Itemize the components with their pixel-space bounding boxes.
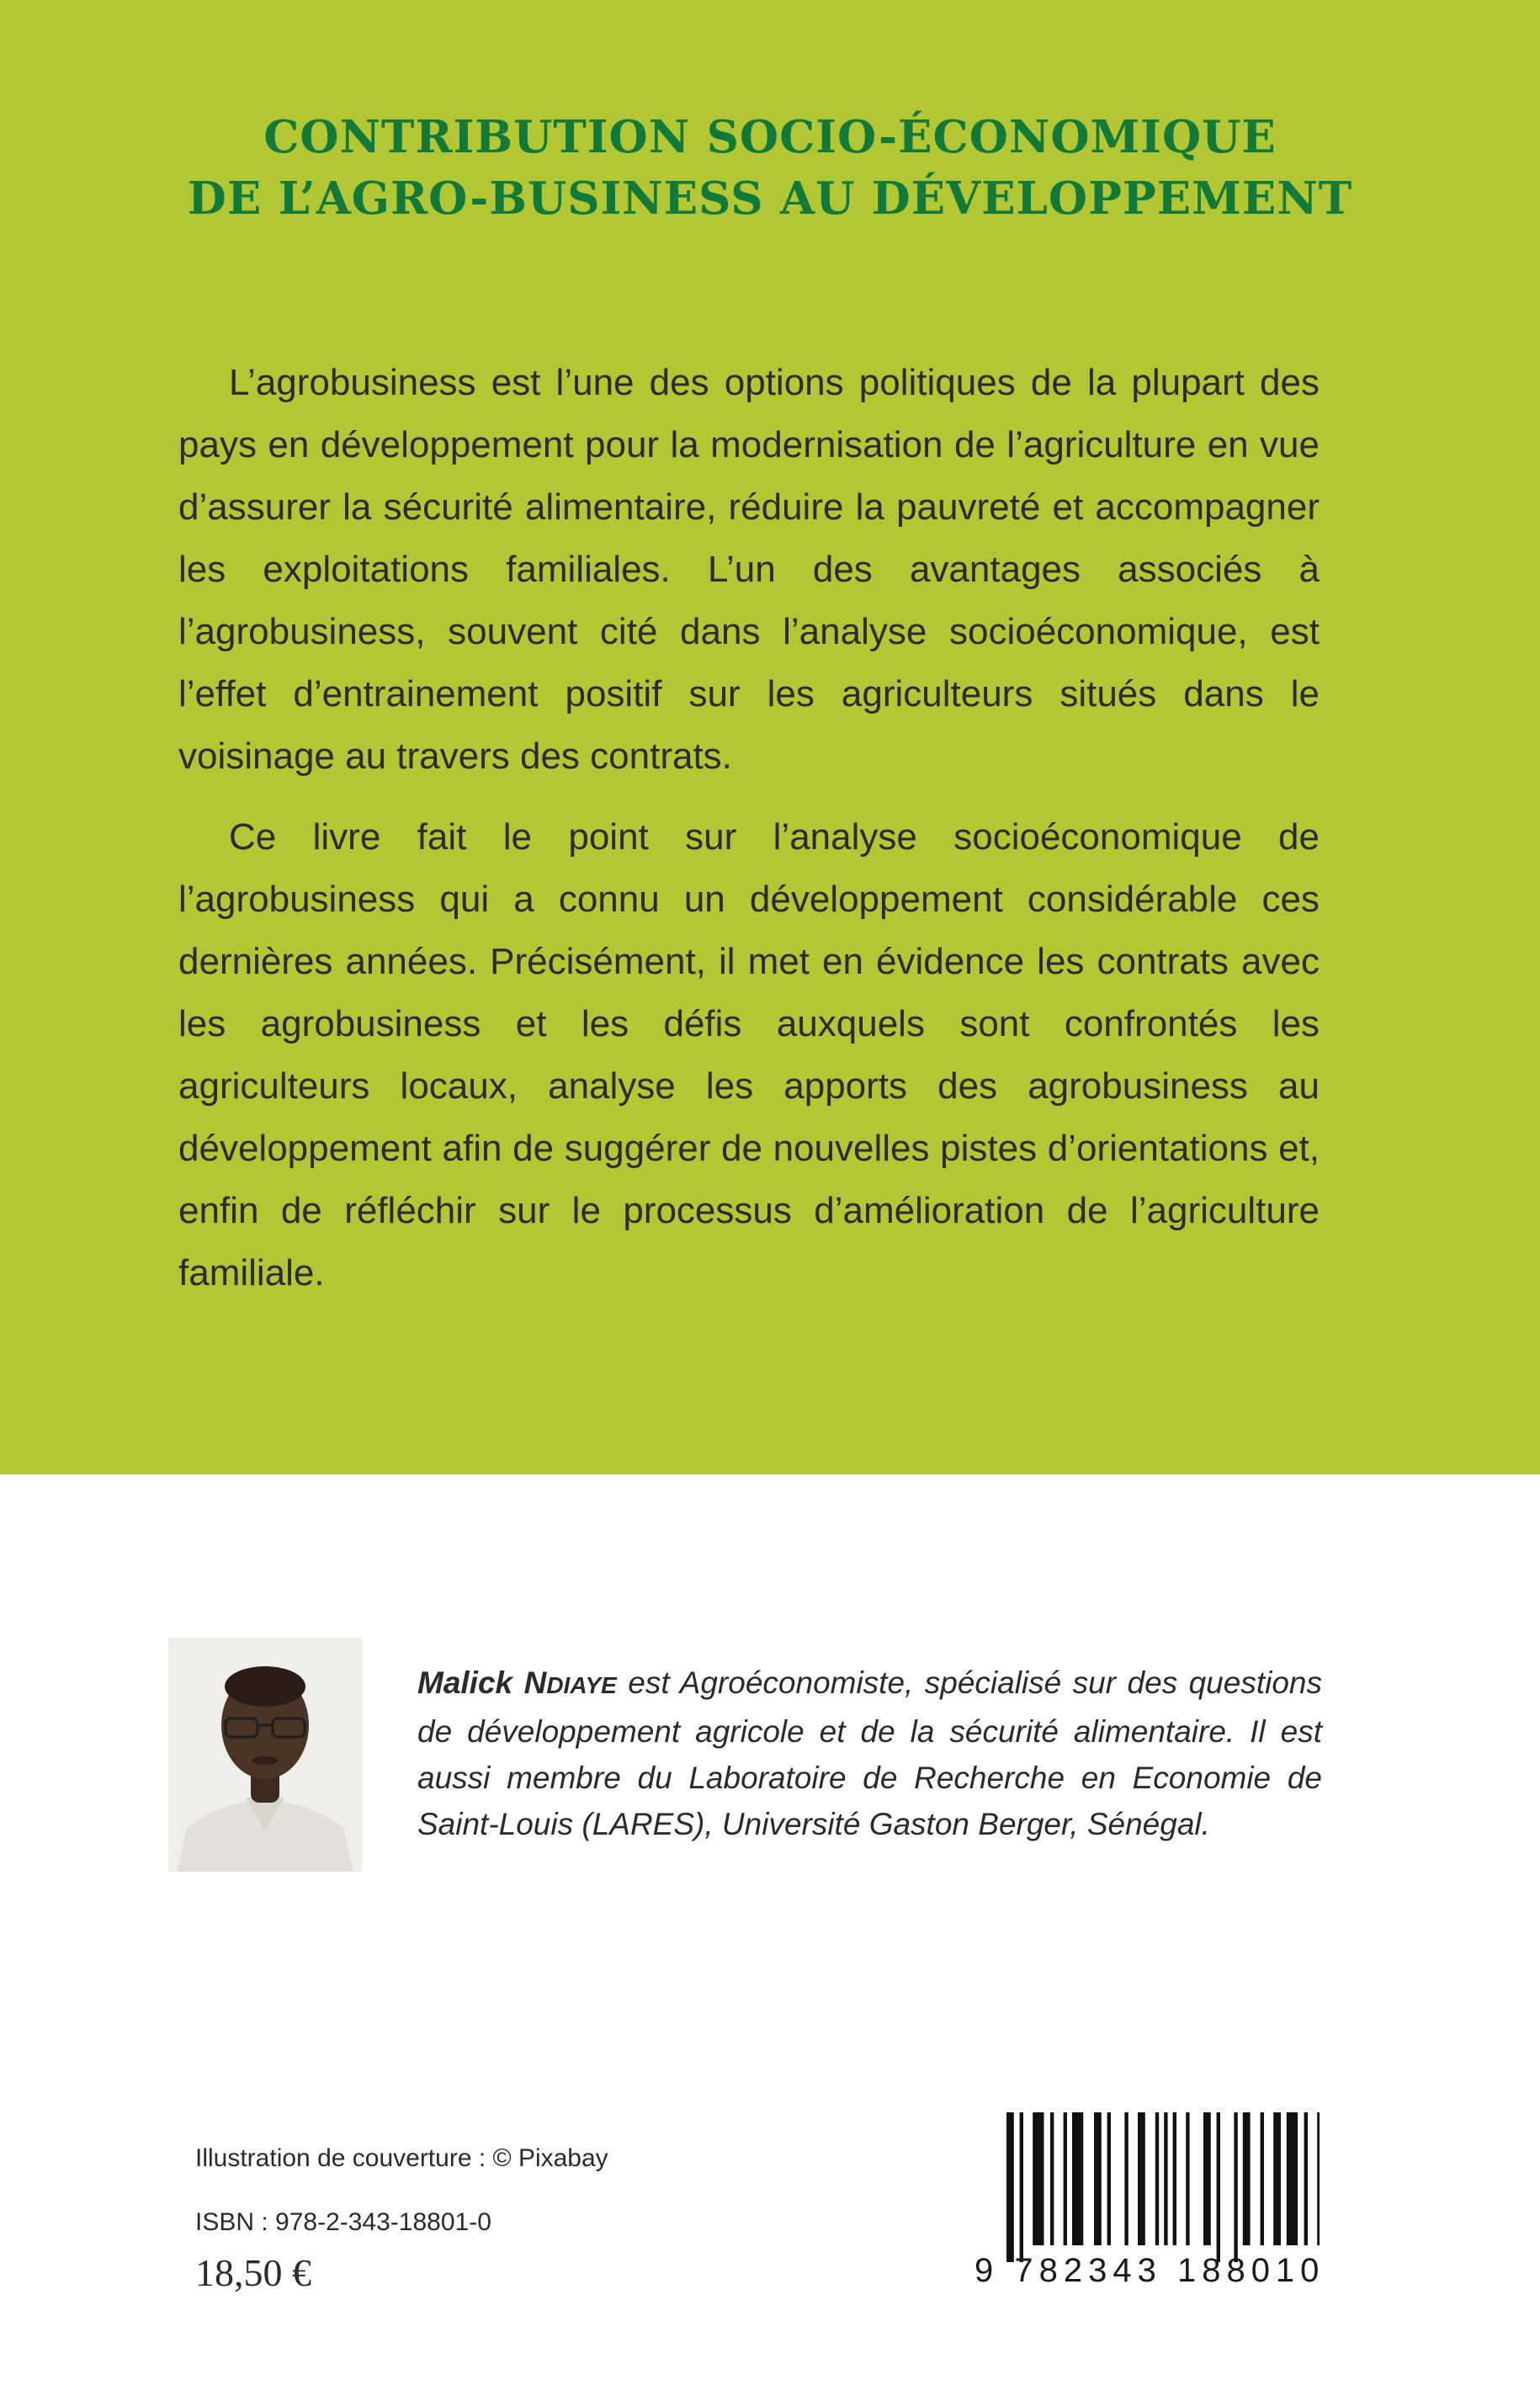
barcode-bar (1186, 2112, 1189, 2245)
barcode-bar (1033, 2112, 1043, 2245)
barcode-bar (1173, 2112, 1176, 2245)
barcode-bar (1124, 2112, 1128, 2245)
author-first-name: Malick (417, 1665, 513, 1700)
barcode-bar (1164, 2112, 1167, 2245)
author-name (417, 1665, 617, 1700)
price-label: 18,50 € (195, 2251, 311, 2294)
barcode-bar (1138, 2112, 1145, 2245)
barcode-bar (1287, 2112, 1298, 2245)
book-title-line-2: DE L’AGRO-BUSINESS AU DÉVELOPPEMENT (187, 173, 1353, 225)
author-bio-paragraph (417, 1660, 1322, 1847)
blurb-paragraph-1: L’agrobusiness est l’une des options politiques de la plupart des pays en développement pour la modernisation de l’agriculture en vue d’assurer la sécurité alimentaire, réduire la pauvreté et accompagner les exploitations familiales. L’un des avantages associés à l’agrobusiness, souvent cité dans l’analyse socioéconomique, est l’effet d’entrainement positif sur les agriculteurs situés dans le voisinage au travers des contrats. (178, 362, 1320, 777)
author-last-name-initial: N (523, 1665, 547, 1700)
barcode-number: 9 782343 188010 (974, 2252, 1325, 2289)
barcode-bar (1317, 2112, 1320, 2245)
blurb-block-2 (178, 806, 1320, 1304)
barcode-bar (1050, 2112, 1054, 2245)
isbn-label: ISBN : 978-2-343-18801-0 (195, 2208, 491, 2236)
illustration-credit: Illustration de couverture : © Pixabay (195, 2144, 608, 2172)
author-bio-text: est Agroéconomiste, spécialisé sur des questions de développement agricole et de la sécurité alimentaire. Il est aussi membre du Laboratoire de Recherche en Economie de Saint-Louis (LARES), Université Gaston Berger, Sénégal. (417, 1665, 1322, 1841)
barcode-bar (1006, 2112, 1014, 2262)
barcode-bar (1064, 2112, 1067, 2245)
barcode-bar (1155, 2112, 1159, 2245)
barcode-bar (1020, 2112, 1023, 2262)
blurb-paragraph-2: Ce livre fait le point sur l’analyse socioéconomique de l’agrobusiness qui a connu un développement considérable ces dernières années. Précisément, il met en évidence les contrats avec les agrobusiness et les défis auxquels sont confrontés les agriculteurs locaux, analyse les apports des agrobusiness au développement afin de suggérer de nouvelles pistes d’orientations et, enfin de réfléchir sur le processus d’amélioration de l’agriculture familiale. (178, 816, 1320, 1293)
book-title-line-1: CONTRIBUTION SOCIO-ÉCONOMIQUE (263, 111, 1277, 163)
barcode-bar (1217, 2112, 1220, 2262)
author-bio (417, 1660, 1322, 1847)
author-portrait-icon (168, 1638, 362, 1872)
portrait-drawing (168, 1638, 362, 1872)
barcode-bar (1273, 2112, 1281, 2245)
barcode-bar (1203, 2112, 1211, 2245)
barcode-bar (1261, 2112, 1264, 2245)
barcode-bar (1243, 2112, 1251, 2245)
barcode-bar (1094, 2112, 1102, 2245)
barcode-bar (1072, 2112, 1083, 2245)
barcode-bar (1304, 2112, 1308, 2245)
barcode (974, 2112, 1325, 2292)
barcode-bar (1234, 2112, 1237, 2262)
blurb-block-1 (178, 352, 1320, 788)
barcode-bar (1107, 2112, 1111, 2245)
author-last-name-rest: DIAYE (546, 1672, 617, 1698)
